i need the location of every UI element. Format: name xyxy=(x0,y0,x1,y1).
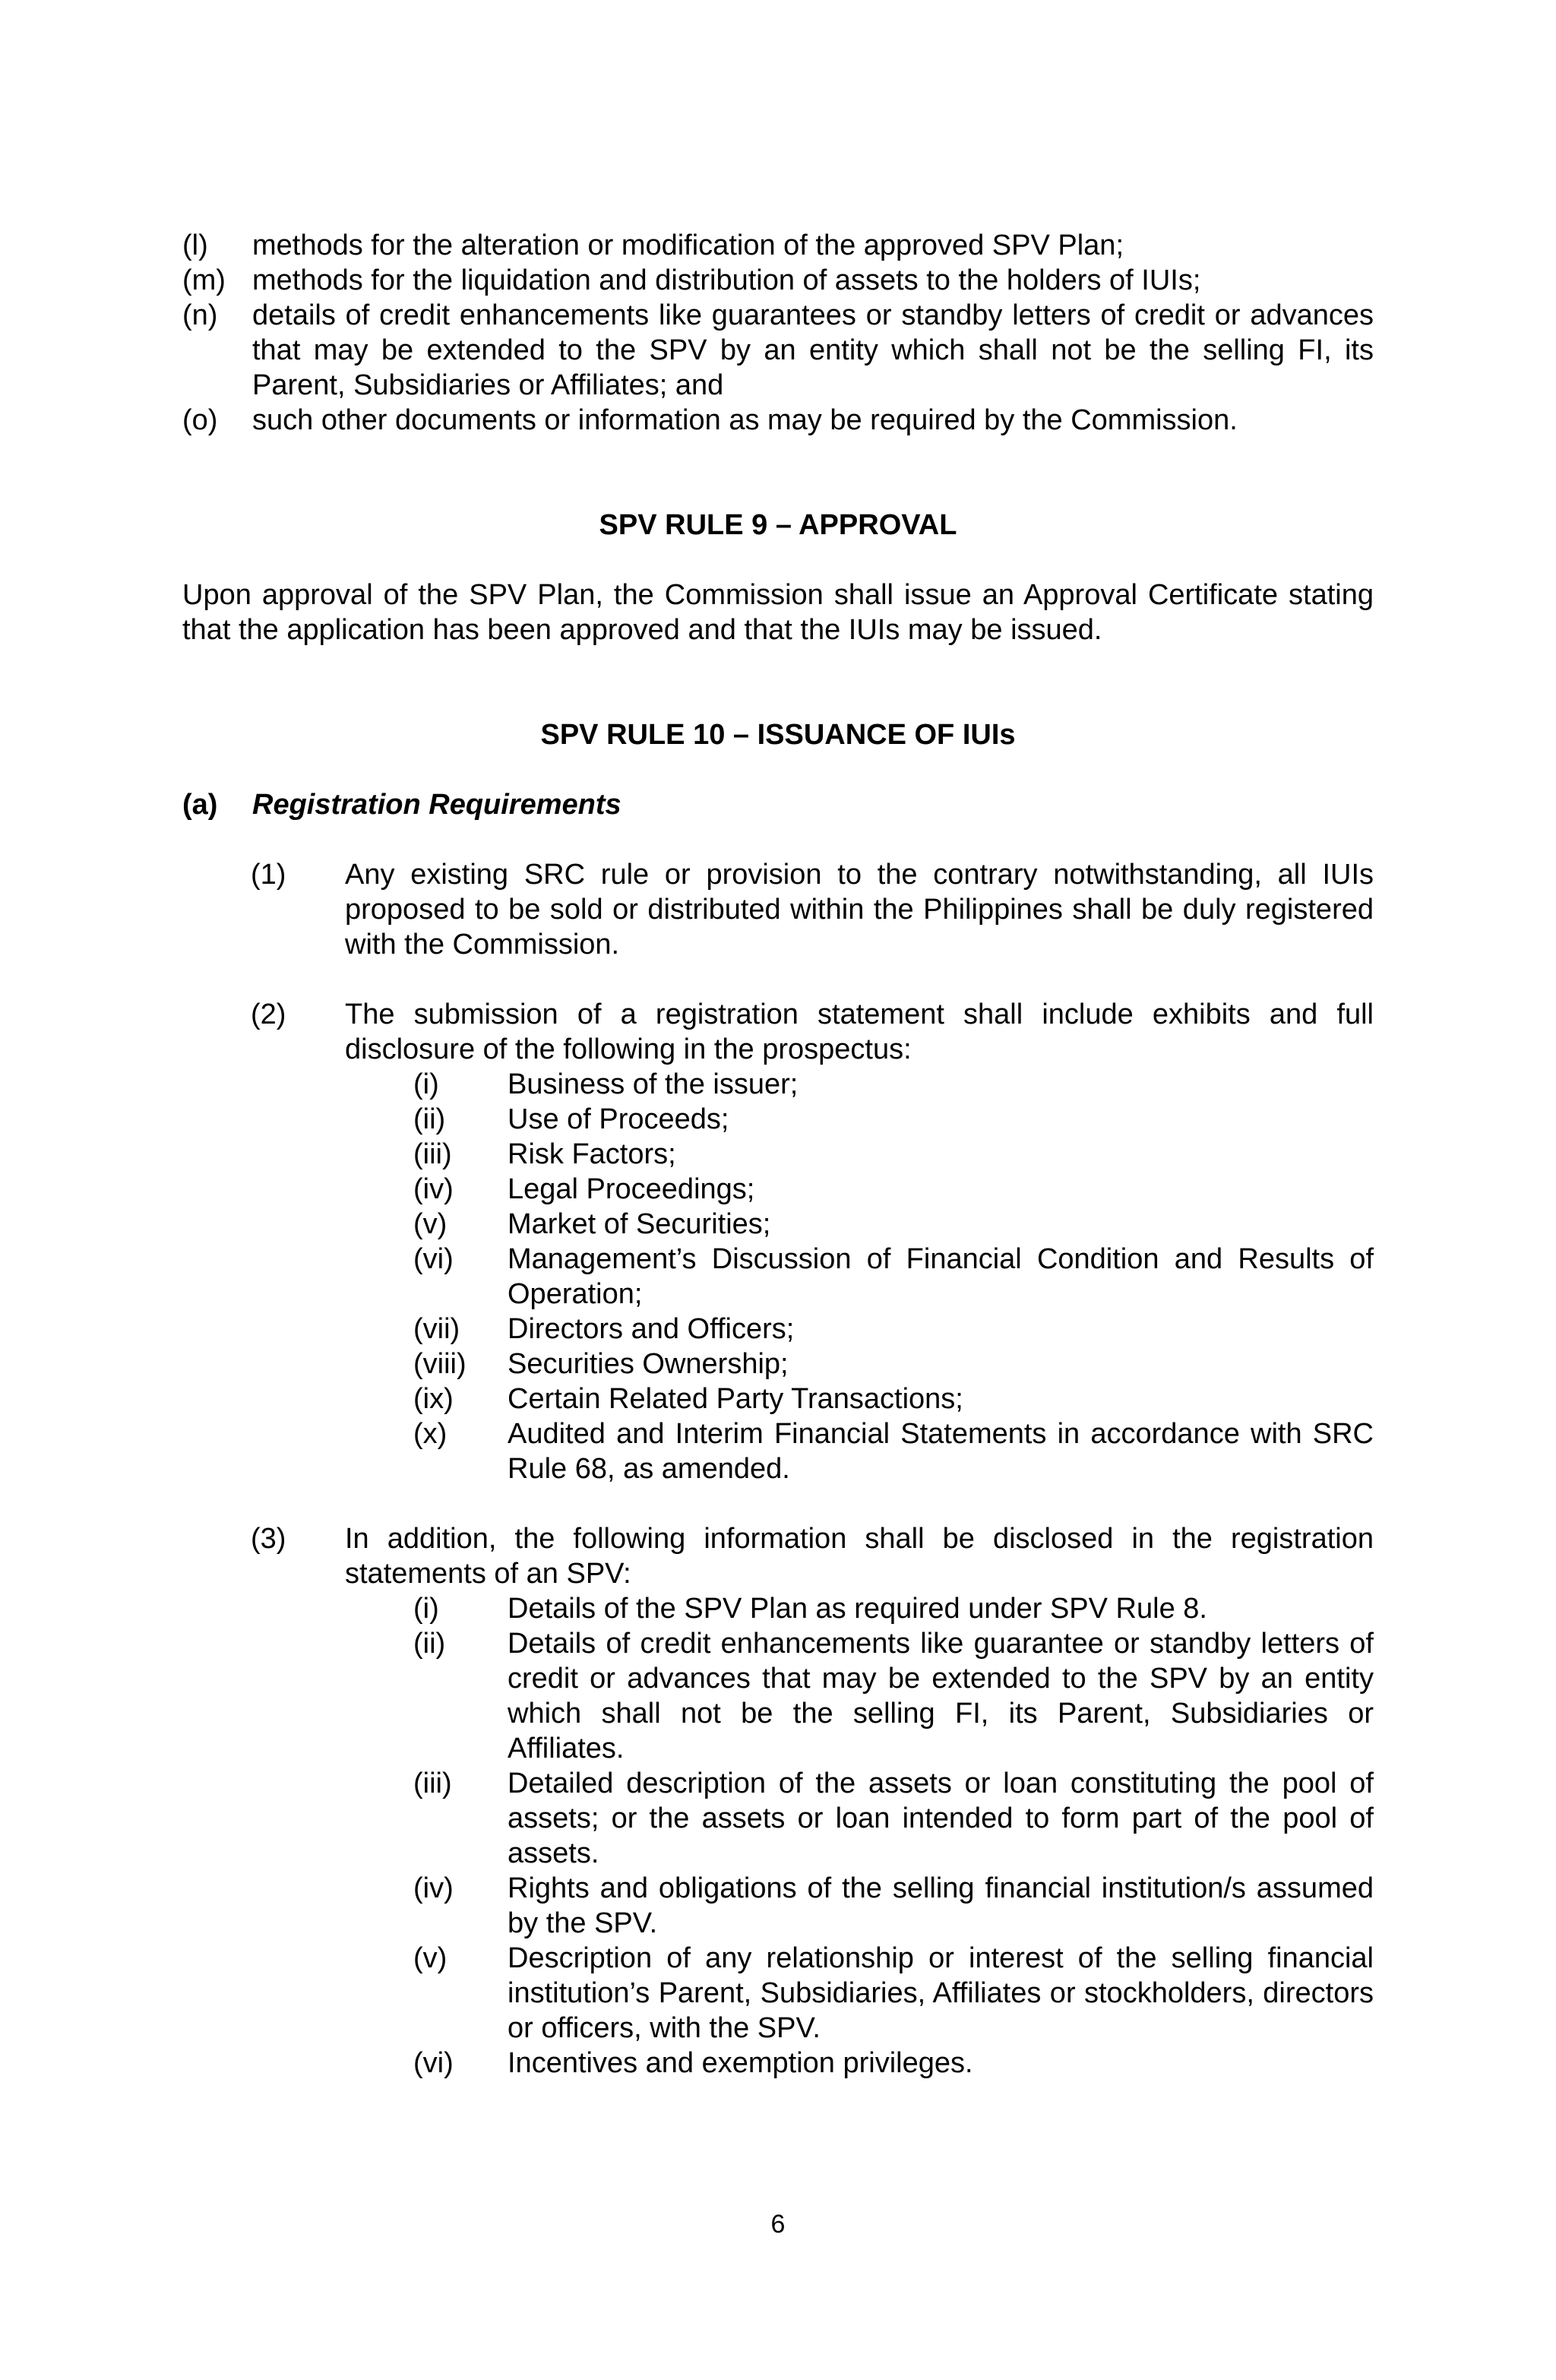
list-item xyxy=(345,1242,1374,1312)
list-item-label: (v) xyxy=(413,1942,448,1974)
list-item xyxy=(345,1312,1374,1347)
list-item-text: Management’s Discussion of Financial Condition and Results of Operation; xyxy=(508,1243,1374,1310)
numbered-item-label: (1) xyxy=(251,859,286,891)
rule-9-heading: SPV RULE 9 – APPROVAL xyxy=(599,509,957,541)
list-item xyxy=(182,298,1374,403)
list-item-label: (o) xyxy=(182,404,218,436)
list-item-label: (v) xyxy=(413,1208,448,1240)
numbered-item-label: (2) xyxy=(251,999,286,1030)
roman-list xyxy=(345,1591,1374,2081)
list-item-text: details of credit enhancements like guarantees or standby letters of credit or advances that may be extended to the SPV by an entity which shall not be the selling FI, its Parent, Subsidiaries or Affiliates; and xyxy=(252,299,1374,401)
list-item xyxy=(345,1416,1374,1486)
numbered-item-body xyxy=(345,997,1374,1486)
list-item-text: such other documents or information as may be required by the Commission. xyxy=(252,404,1238,436)
list-item-label: (viii) xyxy=(413,1348,466,1380)
list-item-text: Description of any relationship or interest of the selling financial institution’s Parent, Subsidiaries, Affiliates or stockholders, directors or officers, with the SPV. xyxy=(508,1942,1374,2044)
list-item-label: (vi) xyxy=(413,1243,454,1275)
numbered-item-body xyxy=(345,857,1374,962)
numbered-item-1 xyxy=(182,857,1374,962)
list-item xyxy=(345,1381,1374,1416)
numbered-item-text: The submission of a registration statement shall include exhibits and full disclosure of the following in the prospectus: xyxy=(345,999,1374,1065)
list-item-text: Audited and Interim Financial Statements in accordance with SRC Rule 68, as amended. xyxy=(508,1418,1374,1485)
list-item xyxy=(345,1347,1374,1381)
numbered-item-body xyxy=(345,1521,1374,2081)
list-item-label: (n) xyxy=(182,299,218,331)
list-item xyxy=(345,1102,1374,1137)
rule-9-paragraph: Upon approval of the SPV Plan, the Commission shall issue an Approval Certificate stating that the application has been approved and that the IUIs may be issued. xyxy=(182,579,1374,646)
list-item-text: methods for the liquidation and distribution of assets to the holders of IUIs; xyxy=(252,264,1201,296)
list-item-text: methods for the alteration or modification of the approved SPV Plan; xyxy=(252,229,1124,261)
list-item xyxy=(182,403,1374,438)
list-item xyxy=(345,1766,1374,1871)
numbered-item-text: In addition, the following information shall be disclosed in the registration statements of an SPV: xyxy=(345,1523,1374,1590)
list-item-label: (m) xyxy=(182,264,226,296)
list-item xyxy=(345,1591,1374,1626)
page-number: 6 xyxy=(770,2210,786,2239)
list-item-text: Use of Proceeds; xyxy=(508,1103,729,1135)
list-item xyxy=(345,1207,1374,1242)
numbered-item-label: (3) xyxy=(251,1523,286,1555)
list-item xyxy=(345,1137,1374,1172)
list-item xyxy=(345,1871,1374,1941)
numbered-item-text: Any existing SRC rule or provision to the contrary notwithstanding, all IUIs proposed to be sold or distributed within the Philippines shall be duly registered with the Commission. xyxy=(345,859,1374,961)
list-item-label: (iv) xyxy=(413,1173,454,1205)
document-page xyxy=(182,228,1374,2081)
list-item xyxy=(345,1941,1374,2046)
list-item-text: Securities Ownership; xyxy=(508,1348,789,1380)
lettered-list xyxy=(182,228,1374,438)
numbered-item-2 xyxy=(182,997,1374,1486)
list-item xyxy=(345,1626,1374,1766)
list-item xyxy=(345,2046,1374,2081)
rule-10-heading: SPV RULE 10 – ISSUANCE OF IUIs xyxy=(540,719,1016,751)
list-item-text: Details of credit enhancements like guarantee or standby letters of credit or advances that may be extended to the SPV by an entity which shall not be the selling FI, its Parent, Subsidiaries or Affiliates. xyxy=(508,1628,1374,1764)
roman-list xyxy=(345,1067,1374,1486)
numbered-item-3 xyxy=(182,1521,1374,2081)
list-item-label: (vii) xyxy=(413,1313,460,1345)
list-item-label: (ii) xyxy=(413,1103,446,1135)
list-item-text: Business of the issuer; xyxy=(508,1068,799,1100)
list-item-text: Details of the SPV Plan as required under SPV Rule 8. xyxy=(508,1593,1207,1625)
list-item-label: (ix) xyxy=(413,1383,454,1415)
list-item-label: (iii) xyxy=(413,1768,452,1799)
section-a-title: Registration Requirements xyxy=(252,789,621,821)
list-item-label: (iii) xyxy=(413,1138,452,1170)
list-item xyxy=(345,1172,1374,1207)
list-item-text: Legal Proceedings; xyxy=(508,1173,755,1205)
list-item xyxy=(182,228,1374,263)
list-item xyxy=(182,263,1374,298)
list-item-label: (i) xyxy=(413,1068,439,1100)
list-item-label: (l) xyxy=(182,229,208,261)
list-item-label: (x) xyxy=(413,1418,448,1450)
list-item-text: Risk Factors; xyxy=(508,1138,676,1170)
list-item-text: Detailed description of the assets or loan constituting the pool of assets; or the assets or loan intended to form part of the pool of assets. xyxy=(508,1768,1374,1869)
list-item-label: (i) xyxy=(413,1593,439,1625)
list-item-text: Market of Securities; xyxy=(508,1208,771,1240)
list-item-text: Incentives and exemption privileges. xyxy=(508,2047,973,2079)
list-item-text: Rights and obligations of the selling financial institution/s assumed by the SPV. xyxy=(508,1872,1374,1939)
section-a-label: (a) xyxy=(182,789,218,821)
list-item-label: (iv) xyxy=(413,1872,454,1904)
list-item-label: (vi) xyxy=(413,2047,454,2079)
list-item-text: Directors and Officers; xyxy=(508,1313,795,1345)
section-a-heading xyxy=(182,787,1374,822)
list-item xyxy=(345,1067,1374,1102)
list-item-text: Certain Related Party Transactions; xyxy=(508,1383,963,1415)
list-item-label: (ii) xyxy=(413,1628,446,1660)
